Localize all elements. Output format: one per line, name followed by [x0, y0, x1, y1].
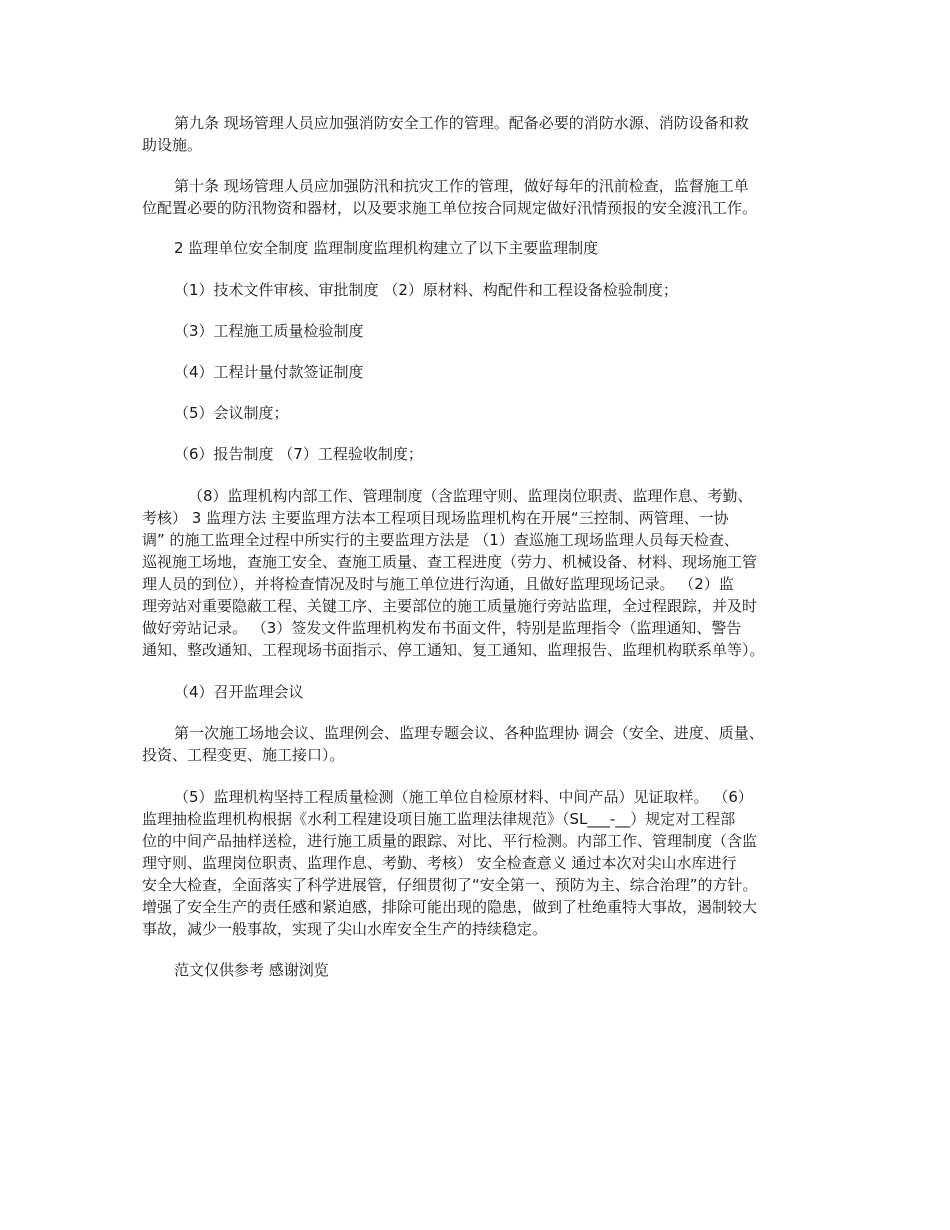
text-line: （5）监理机构坚持工程质量检测（施工单位自检原材料、中间产品）见证取样。 （6） [174, 788, 753, 806]
text-line: 调” 的施工监理全过程中所实行的主要监理方法是 （1）查巡施工现场监理人员每天检查、 [142, 531, 739, 549]
text-line: 位的中间产品抽样送检，进行施工质量的跟踪、对比、平行检测。内部工作、管理制度（含监 [142, 832, 758, 850]
paragraph-inspection [142, 786, 814, 940]
text-line: 第九条 现场管理人员应加强消防安全工作的管理。配备必要的消防水源、消防设备和救 [174, 114, 749, 132]
text-line: 理人员的到位），并将检查情况及时与施工单位进行沟通，且做好监理现场记录。 （2）监 [142, 575, 734, 593]
text-line: 投资、工程变更、施工接口）。 [142, 746, 345, 764]
section-heading-supervision-system [142, 237, 814, 259]
text-line: 第一次施工场地会议、监理例会、监理专题会议、各种监理协 调会（安全、进度、质量、 [174, 724, 764, 742]
text-line: 助设施。 [142, 136, 203, 154]
text-line: 第十条 现场管理人员应加强防汛和抗灾工作的管理，做好每年的汛前检查，监督施工单 [174, 177, 749, 195]
list-item-system-4 [142, 361, 814, 383]
paragraph-article-10 [142, 175, 814, 219]
text-line: 巡视施工场地，查施工安全、查施工质量、查工程进度（劳力、机械设备、材料、现场施工管 [142, 553, 758, 571]
text-line: 安全大检查，全面落实了科学进展管，仔细贯彻了“安全第一、预防为主、综合治理”的方针。 [142, 876, 758, 894]
list-item-system-3 [142, 320, 814, 342]
text-line: （4）召开监理会议 [174, 683, 304, 701]
text-line: 位配置必要的防汛物资和器材，以及要求施工单位按合同规定做好汛情预报的安全渡汛工作。 [142, 199, 758, 217]
text-line: 通知、整改通知、工程现场书面指示、停工通知、复工通知、监理报告、监理机构联系单等）。 [142, 641, 765, 659]
text-line: 理旁站对重要隐蔽工程、关键工序、主要部位的施工质量施行旁站监理，全过程跟踪，并及时 [142, 597, 758, 615]
text-line: 2 监理单位安全制度 监理制度监理机构建立了以下主要监理制度 [174, 239, 599, 257]
list-item-meeting [142, 681, 814, 703]
text-line: （1）技术文件审核、审批制度 （2）原材料、构配件和工程设备检验制度； [174, 281, 678, 299]
text-line: 考核） 3 监理方法 主要监理方法本工程项目现场监理机构在开展“三控制、两管理、一协 [142, 509, 729, 527]
text-line: 事故，减少一般事故，实现了尖山水库安全生产的持续稳定。 [142, 920, 548, 938]
paragraph-supervision-methods [142, 485, 814, 661]
list-item-system-1-2 [142, 279, 814, 301]
paragraph-meetings [142, 722, 814, 766]
list-item-system-6-7 [142, 443, 814, 465]
text-line: 监理抽检监理机构根据《水利工程建设项目施工监理法律规范》（SL___-__）规定对工程部 [142, 810, 736, 828]
footer-note [142, 959, 814, 981]
text-line: （8）监理机构内部工作、管理制度（含监理守则、监理岗位职责、监理作息、考勤、 [188, 487, 753, 505]
text-line: 范文仅供参考 感谢浏览 [174, 961, 329, 979]
text-line: （3）工程施工质量检验制度 [174, 322, 364, 340]
text-line: 增强了安全生产的责任感和紧迫感，排除可能出现的隐患，做到了杜绝重特大事故，遏制较大 [142, 898, 758, 916]
text-line: 做好旁站记录。 （3）签发文件监理机构发布书面文件，特别是监理指令（监理通知、警告 [142, 619, 742, 637]
paragraph-article-9 [142, 112, 814, 156]
text-line: （6）报告制度 （7）工程验收制度； [174, 445, 423, 463]
text-line: （5）会议制度； [174, 404, 289, 422]
list-item-system-5 [142, 402, 814, 424]
text-line: （4）工程计量付款签证制度 [174, 363, 364, 381]
text-line: 理守则、监理岗位职责、监理作息、考勤、考核） 安全检查意义 通过本次对尖山水库进行 [142, 854, 737, 872]
